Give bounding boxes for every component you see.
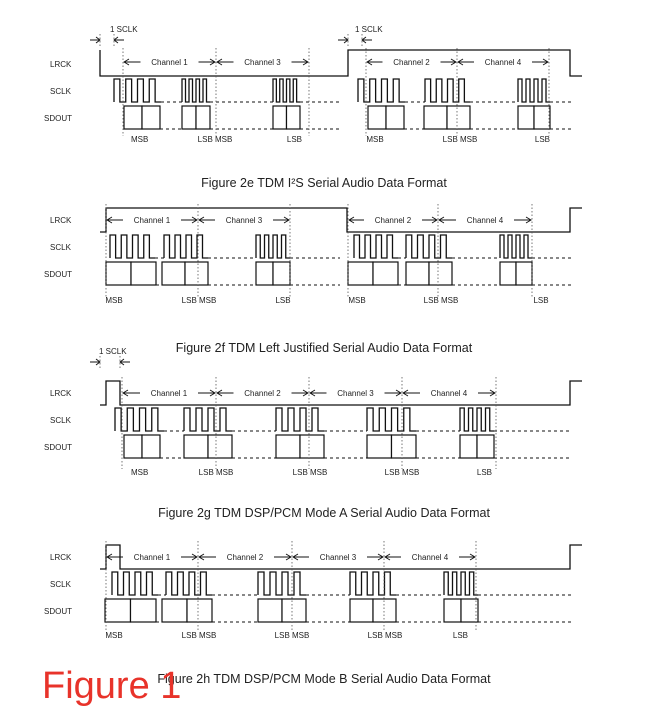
sclk-pulse-group [367,408,416,431]
sdout-bit-box [131,262,156,285]
sdout-bit-box [367,435,392,458]
bit-label: LSB [286,135,302,144]
channel-label: Channel 2 [244,389,281,398]
sdout-bit-box [142,106,160,129]
channel-label: Channel 3 [244,58,281,67]
sdout-bit-box [534,106,550,129]
sdout-bit-box [392,435,417,458]
channel-label: Channel 1 [133,553,171,562]
sclk-pulse-group [273,79,300,102]
one-sclk-arrow [114,37,124,43]
one-sclk-arrow [90,359,100,365]
signal-label-lrck: LRCK [50,216,72,225]
sclk-pulse-group [182,79,210,102]
sdout-bit-box [461,599,478,622]
sdout-bit-box [142,435,160,458]
sclk-pulse-group [425,79,470,102]
signal-label-sclk: SCLK [50,87,71,96]
sdout-bit-box [300,435,324,458]
one-sclk-label: 1 SCLK [110,25,138,34]
channel-label: Channel 4 [411,553,449,562]
bit-label: MSB [105,631,123,640]
sclk-pulse-group [354,235,398,258]
figure-2f [44,204,582,305]
sdout-bit-box [187,599,212,622]
channel-label: Channel 4 [484,58,522,67]
bit-label: LSB MSB [442,135,478,144]
sdout-bit-box [185,262,208,285]
sdout-bit-box [500,262,516,285]
sdout-bit-box [162,262,185,285]
sclk-pulse-group [444,572,478,595]
sclk-pulse-group [358,79,405,102]
bit-label: MSB [131,468,149,477]
signal-label-lrck: LRCK [50,389,72,398]
channel-label: Channel 1 [133,216,171,225]
bit-label: LSB MSB [367,631,403,640]
sclk-pulse-group [256,235,290,258]
signal-label-sdout: SDOUT [44,607,72,616]
sdout-bit-box [106,262,131,285]
sdout-bit-box [424,106,447,129]
channel-label: Channel 4 [466,216,504,225]
sclk-pulse-group [166,572,212,595]
figure-2e [44,25,582,144]
sclk-pulse-group [110,235,155,258]
sdout-bit-box [124,435,142,458]
bit-label: LSB [275,296,291,305]
sclk-pulse-group [500,235,532,258]
sdout-bit-box [131,599,157,622]
signal-label-lrck: LRCK [50,553,72,562]
bit-label: LSB MSB [423,296,459,305]
sdout-bit-box [184,435,208,458]
sclk-pulse-group [114,79,161,102]
sdout-bit-box [350,599,373,622]
channel-label: Channel 1 [150,389,188,398]
sdout-bit-box [105,599,131,622]
signal-label-sclk: SCLK [50,580,71,589]
sdout-bit-box [516,262,532,285]
sclk-pulse-group [460,408,494,431]
figure-overlay-label: Figure 1 [42,665,182,707]
one-sclk-arrow [120,359,130,365]
one-sclk-label: 1 SCLK [99,347,127,356]
sdout-bit-box [518,106,534,129]
bit-label: LSB MSB [181,631,217,640]
bit-label: LSB MSB [181,296,217,305]
sdout-bit-box [258,599,282,622]
caption-figure-2e: Figure 2e TDM I²S Serial Audio Data Format [201,176,447,190]
channel-label: Channel 3 [225,216,263,225]
signal-label-lrck: LRCK [50,60,72,69]
sdout-bit-box [256,262,273,285]
bit-label: LSB MSB [384,468,420,477]
bit-label: MSB [366,135,384,144]
bit-label: MSB [348,296,366,305]
signal-label-sdout: SDOUT [44,443,72,452]
bit-label: LSB MSB [198,468,234,477]
bit-label: MSB [131,135,149,144]
sclk-pulse-group [406,235,452,258]
signal-label-sclk: SCLK [50,416,71,425]
channel-label: Channel 3 [319,553,357,562]
sclk-pulse-group [350,572,396,595]
bit-label: MSB [105,296,123,305]
sdout-bit-box [386,106,404,129]
sclk-pulse-group [112,572,158,595]
sdout-bit-box [447,106,470,129]
one-sclk-label: 1 SCLK [355,25,383,34]
caption-figure-2f: Figure 2f TDM Left Justified Serial Audio Data Format [175,341,473,355]
sdout-bit-box [276,435,300,458]
sdout-bit-box [373,262,398,285]
sdout-bit-box [348,262,373,285]
sclk-pulse-group [518,79,550,102]
sdout-bit-box [429,262,452,285]
bit-label: LSB [533,296,549,305]
bit-label: LSB MSB [197,135,233,144]
sclk-pulse-group [164,235,208,258]
figure-2g [44,347,582,477]
sdout-bit-box [406,262,429,285]
sdout-bit-box [444,599,461,622]
sdout-bit-box [460,435,477,458]
one-sclk-arrow [90,37,100,43]
bit-label: LSB MSB [274,631,310,640]
channel-label: Channel 2 [226,553,264,562]
sclk-pulse-group [276,408,324,431]
sdout-bit-box [196,106,210,129]
bit-label: LSB [476,468,492,477]
bit-label: LSB [534,135,550,144]
channel-label: Channel 2 [374,216,412,225]
sdout-bit-box [208,435,232,458]
channel-label: Channel 4 [430,389,468,398]
sclk-pulse-group [184,408,232,431]
sdout-bit-box [373,599,396,622]
bit-label: LSB [452,631,468,640]
sdout-bit-box [273,262,290,285]
sdout-bit-box [124,106,142,129]
sdout-bit-box [368,106,386,129]
sdout-bit-box [287,106,301,129]
channel-label: Channel 3 [337,389,374,398]
sdout-bit-box [477,435,494,458]
sdout-bit-box [282,599,306,622]
signal-label-sdout: SDOUT [44,270,72,279]
sdout-bit-box [162,599,187,622]
bit-label: LSB MSB [292,468,328,477]
sclk-pulse-group [258,572,306,595]
channel-label: Channel 1 [151,58,188,67]
channel-label: Channel 2 [393,58,430,67]
signal-label-sdout: SDOUT [44,114,72,123]
sdout-bit-box [273,106,287,129]
caption-figure-2h: Figure 2h TDM DSP/PCM Mode B Serial Audio Data Format [157,672,491,686]
signal-label-sclk: SCLK [50,243,71,252]
caption-figure-2g: Figure 2g TDM DSP/PCM Mode A Serial Audio Data Format [158,506,490,520]
one-sclk-arrow [338,37,348,43]
one-sclk-arrow [362,37,372,43]
figure-2h [44,541,582,640]
sdout-bit-box [182,106,196,129]
